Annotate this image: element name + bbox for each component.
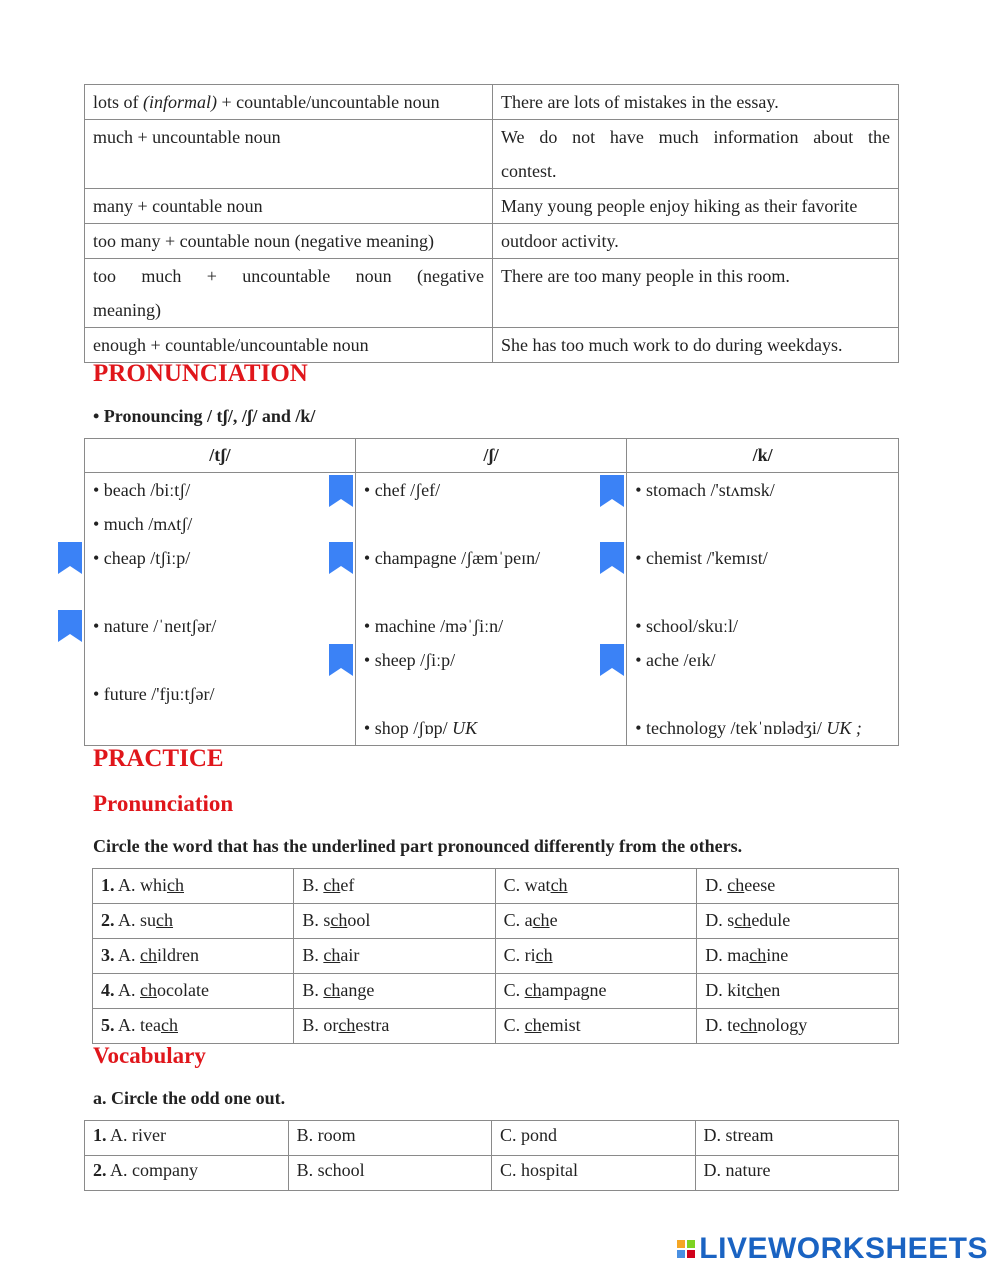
table-row <box>85 473 899 746</box>
option-cell[interactable]: 5. A. teach <box>93 1009 294 1044</box>
example-cell: There are too many people in this room. <box>493 259 899 328</box>
option-cell[interactable]: B. chef <box>294 869 495 904</box>
table-row <box>93 1009 899 1044</box>
option-cell[interactable]: C. rich <box>495 939 697 974</box>
example-cell: She has too much work to do during weekdays. <box>493 328 899 363</box>
option-cell[interactable]: 2. A. such <box>93 904 294 939</box>
bookmark-icon[interactable] <box>600 475 624 507</box>
table-row <box>85 1121 899 1156</box>
option-cell[interactable]: 2. A. company <box>85 1156 289 1191</box>
grammar-table <box>84 84 899 363</box>
table-row <box>85 85 899 120</box>
bookmark-icon[interactable] <box>600 644 624 676</box>
option-cell[interactable]: B. school <box>294 904 495 939</box>
liveworksheets-logo <box>677 1231 988 1267</box>
rule-cell: too many + countable noun (negative meaning) <box>85 224 493 259</box>
option-cell[interactable]: D. cheese <box>697 869 899 904</box>
exercise-2-table <box>84 1120 899 1191</box>
option-cell[interactable]: 3. A. children <box>93 939 294 974</box>
option-cell[interactable]: D. technology <box>697 1009 899 1044</box>
word-item: • stomach /'stʌmsk/ <box>635 480 775 500</box>
bookmark-icon[interactable] <box>58 610 82 642</box>
header-sh: /ʃ/ <box>355 439 626 473</box>
option-cell[interactable]: 4. A. chocolate <box>93 974 294 1009</box>
pronunciation-heading: PRONUNCIATION <box>93 360 308 387</box>
option-cell[interactable]: C. champagne <box>495 974 697 1009</box>
header-k: /k/ <box>627 439 899 473</box>
vocabulary-heading: Vocabulary <box>93 1043 206 1068</box>
word-item: • ache /eɪk/ <box>635 650 716 670</box>
word-item: • much /mʌtʃ/ <box>93 514 193 534</box>
option-cell[interactable]: C. chemist <box>495 1009 697 1044</box>
option-cell[interactable]: B. change <box>294 974 495 1009</box>
option-cell[interactable]: B. room <box>288 1121 491 1156</box>
exercise-1-table <box>92 868 899 1044</box>
table-row <box>93 904 899 939</box>
instruction-2: a. Circle the odd one out. <box>93 1088 286 1108</box>
word-item: • sheep /ʃiːp/ <box>363 650 456 670</box>
rule-cell: lots of (informal) + countable/uncountable noun <box>85 85 493 120</box>
option-cell[interactable]: D. schedule <box>697 904 899 939</box>
table-row <box>85 1156 899 1191</box>
word-item: • beach /biːtʃ/ <box>93 480 191 500</box>
word-item: • technology /tekˈnɒlədʒi/ UK ; <box>635 718 862 738</box>
word-item: • chef /ʃef/ <box>363 480 441 500</box>
word-item: • cheap /tʃiːp/ <box>93 548 191 568</box>
table-row <box>93 939 899 974</box>
option-cell[interactable]: B. chair <box>294 939 495 974</box>
word-item: • nature /ˈneɪtʃər/ <box>93 616 217 636</box>
example-cell: outdoor activity. <box>493 224 899 259</box>
option-cell[interactable]: C. pond <box>492 1121 696 1156</box>
option-cell[interactable]: D. nature <box>695 1156 898 1191</box>
sound-column-ch <box>85 473 356 746</box>
example-cell: There are lots of mistakes in the essay. <box>493 85 899 120</box>
table-row <box>85 328 899 363</box>
logo-mark-icon <box>677 1240 695 1258</box>
table-row <box>85 224 899 259</box>
option-cell[interactable]: B. orchestra <box>294 1009 495 1044</box>
option-cell[interactable]: C. hospital <box>492 1156 696 1191</box>
option-cell[interactable]: 1. A. river <box>85 1121 289 1156</box>
bookmark-icon[interactable] <box>329 475 353 507</box>
table-row <box>85 120 899 189</box>
logo-text: LIVEWORKSHEETS <box>699 1232 988 1265</box>
example-cell: We do not have much information about the contest. <box>493 120 899 189</box>
bookmark-icon[interactable] <box>329 644 353 676</box>
option-cell[interactable]: D. machine <box>697 939 899 974</box>
example-cell: Many young people enjoy hiking as their favorite <box>493 189 899 224</box>
rule-cell: many + countable noun <box>85 189 493 224</box>
word-item: • future /'fjuːtʃər/ <box>93 684 215 704</box>
bookmark-icon[interactable] <box>600 542 624 574</box>
option-cell[interactable]: C. watch <box>495 869 697 904</box>
pronunciation-subheading: Pronunciation <box>93 791 234 816</box>
option-cell[interactable]: D. kitchen <box>697 974 899 1009</box>
table-row <box>93 869 899 904</box>
word-item: • champagne /ʃæmˈpeɪn/ <box>363 548 541 568</box>
rule-cell: much + uncountable noun <box>85 120 493 189</box>
bookmark-icon[interactable] <box>58 542 82 574</box>
option-cell[interactable]: C. ache <box>495 904 697 939</box>
table-row <box>85 259 899 328</box>
table-row <box>93 974 899 1009</box>
table-header-row <box>85 439 899 473</box>
bookmark-icon[interactable] <box>329 542 353 574</box>
option-cell[interactable]: D. stream <box>695 1121 898 1156</box>
word-item: • machine /məˈʃiːn/ <box>363 616 504 636</box>
word-item: • school/skuːl/ <box>635 616 739 636</box>
sound-column-sh <box>355 473 626 746</box>
rule-cell: too much + uncountable noun (negative meaning) <box>85 259 493 328</box>
sound-table <box>84 438 899 746</box>
pronouncing-title: • Pronouncing / tʃ/, /ʃ/ and /k/ <box>93 406 316 426</box>
header-ch: /tʃ/ <box>85 439 356 473</box>
word-item: • shop /ʃɒp/ UK <box>363 718 478 738</box>
option-cell[interactable]: 1. A. which <box>93 869 294 904</box>
instruction-1: Circle the word that has the underlined part pronounced differently from the others. <box>93 836 743 856</box>
rule-cell: enough + countable/uncountable noun <box>85 328 493 363</box>
practice-heading: PRACTICE <box>93 745 224 772</box>
table-row <box>85 189 899 224</box>
option-cell[interactable]: B. school <box>288 1156 491 1191</box>
sound-column-k <box>627 473 899 746</box>
word-item: • chemist /'kemɪst/ <box>635 548 768 568</box>
